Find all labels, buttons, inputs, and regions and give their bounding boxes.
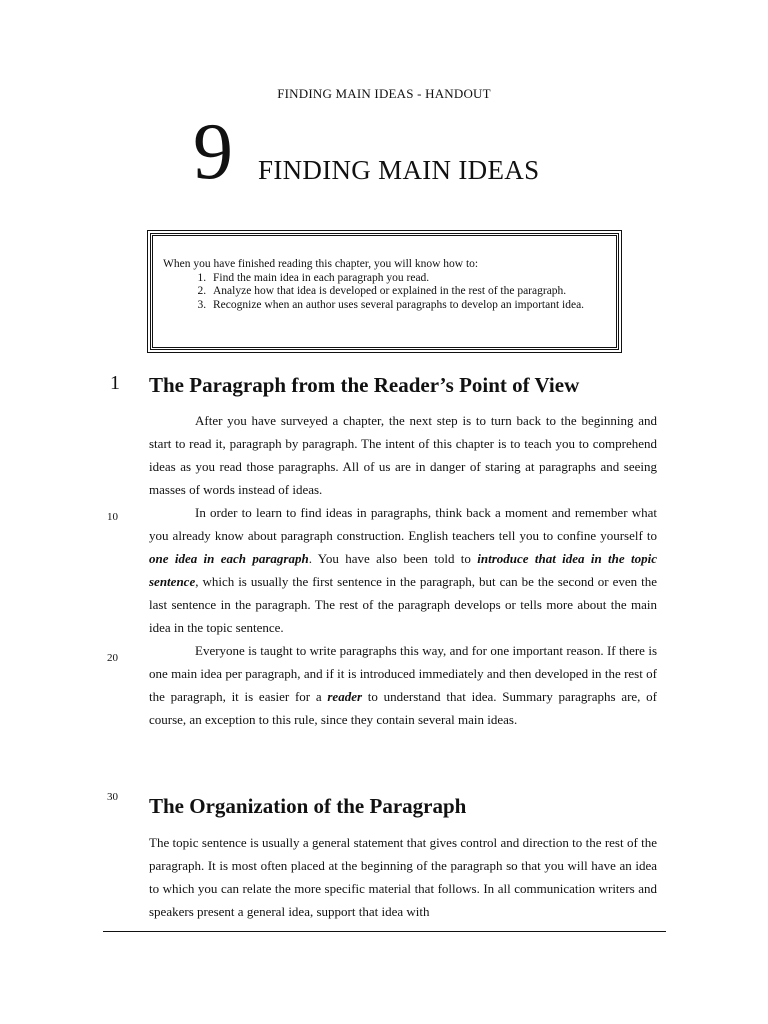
section-heading-organization: The Organization of the Paragraph	[149, 794, 467, 818]
chapter-number: 9	[193, 108, 233, 196]
emphasis-text: reader	[327, 689, 363, 704]
objectives-box	[150, 233, 619, 350]
emphasis-text: introduce that idea in the topic sentence	[149, 551, 657, 589]
paragraph: Everyone is taught to write paragraphs this way, and for one important reason. If there is one main idea per paragraph, and if it is introduced immediately and then developed in the rest of the paragraph, it is easier for a reader to understand that idea. Summary paragraphs are, of course, an exception to this rule, since they contain several main ideas.	[149, 643, 657, 727]
section-heading-reader-point-of-view: The Paragraph from the Reader’s Point of View	[149, 373, 580, 397]
section-number: 1	[110, 372, 120, 394]
line-number: 30	[107, 791, 118, 803]
objectives-list	[163, 272, 608, 313]
objective-item: 3. Recognize when an author uses several paragraphs to develop an important idea.	[209, 299, 608, 313]
objective-item: 2. Analyze how that idea is developed or explained in the rest of the paragraph.	[209, 285, 608, 299]
objective-item: 1. Find the main idea in each paragraph you read.	[209, 272, 608, 286]
handout-header: FINDING MAIN IDEAS - HANDOUT	[277, 86, 491, 101]
line-number: 10	[107, 511, 118, 523]
paragraph: In order to learn to find ideas in paragraphs, think back a moment and remember what you already know about paragraph construction. English teachers tell you to confine yourself to one idea in each paragraph. You have also been told to introduce that idea in the topic sentence, which is usually the first sentence in the paragraph, but can be the second or even the last sentence in the paragraph. The rest of the paragraph develops or tells more about the main idea in the topic sentence.	[149, 505, 657, 635]
chapter-title: FINDING MAIN IDEAS	[258, 155, 540, 185]
paragraph: The topic sentence is usually a general statement that gives control and direction to the rest of the paragraph. It is most often placed at the beginning of the paragraph so that you will have an idea to which you can relate the more specific material that follows. In all communication writers and speakers present a general idea, support that idea with	[149, 835, 657, 919]
line-number: 20	[107, 652, 118, 664]
objectives-intro: When you have finished reading this chapter, you will know how to:	[163, 258, 479, 270]
bottom-rule	[103, 931, 666, 932]
emphasis-text: one idea in each paragraph	[149, 551, 309, 566]
paragraph: After you have surveyed a chapter, the next step is to turn back to the beginning and start to read it, paragraph by paragraph. The intent of this chapter is to teach you to comprehend ideas as you read those paragraphs. All of us are in danger of staring at paragraphs and seeing masses of words instead of ideas.	[149, 413, 657, 497]
section1-body	[149, 409, 657, 731]
section2-body	[149, 831, 657, 923]
